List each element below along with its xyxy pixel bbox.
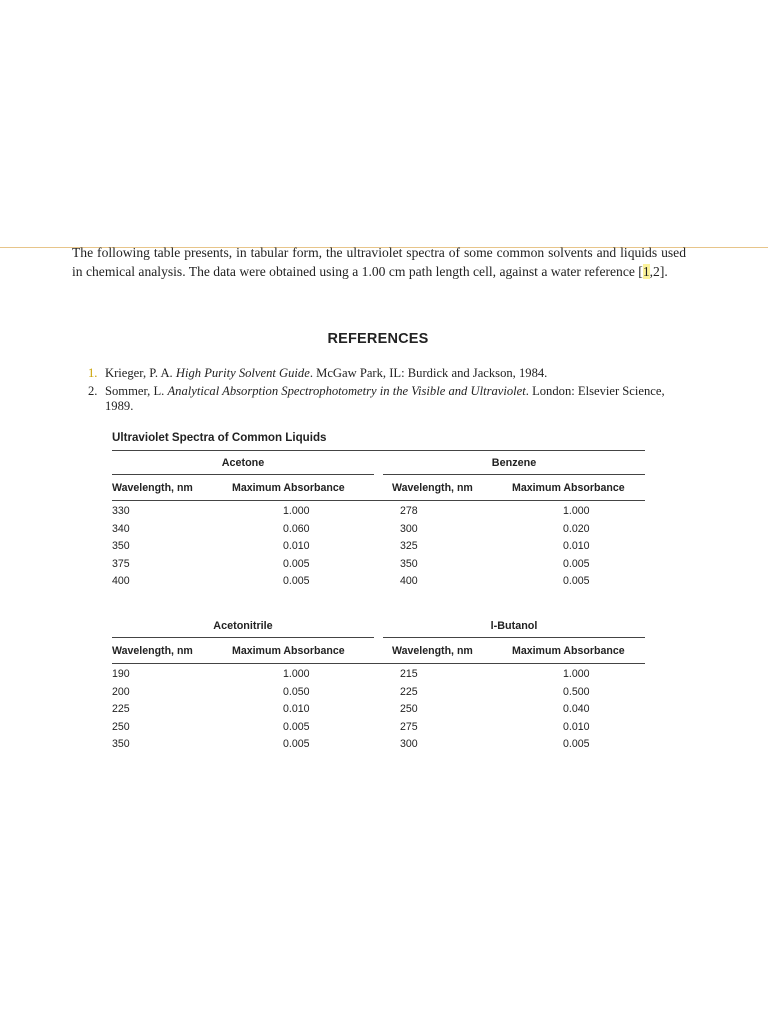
solvent-heading: l-Butanol xyxy=(490,620,538,632)
group-rule xyxy=(383,637,645,638)
reference-title: High Purity Solvent Guide xyxy=(175,366,310,380)
column-header-absorbance: Maximum Absorbance xyxy=(512,482,625,494)
table-row xyxy=(112,573,645,591)
references-list xyxy=(88,366,688,417)
wavelength-cell: 340 xyxy=(112,522,130,535)
absorbance-cell: 0.005 xyxy=(283,575,310,588)
absorbance-cell: 0.005 xyxy=(563,575,590,588)
solvent-heading: Benzene xyxy=(491,457,537,469)
table-row xyxy=(112,521,645,539)
group-rule xyxy=(112,637,374,638)
absorbance-cell: 1.000 xyxy=(563,505,590,517)
reference-number[interactable]: 1. xyxy=(88,366,98,380)
table-row xyxy=(112,684,645,702)
intro-text: The following table presents, in tabular form, the ultraviolet spectra of some common solvents and liquids used in chemical analysis. The data were obtained using a 1.00 cm path length cell, against a water reference [ xyxy=(72,245,686,279)
wavelength-cell: 375 xyxy=(112,557,130,570)
wavelength-cell: 300 xyxy=(400,522,418,535)
table-row xyxy=(112,666,645,684)
absorbance-cell: 0.005 xyxy=(563,738,590,751)
absorbance-cell: 1.000 xyxy=(563,668,590,680)
table-row xyxy=(112,736,645,754)
wavelength-cell: 225 xyxy=(112,703,130,716)
reference-link-1[interactable]: 1 xyxy=(642,263,650,279)
reference-author: Krieger, P. A. xyxy=(105,366,176,380)
wavelength-cell: 215 xyxy=(400,668,418,680)
absorbance-cell: 1.000 xyxy=(283,505,310,517)
column-header-wavelength: Wavelength, nm xyxy=(112,645,193,657)
absorbance-cell: 0.005 xyxy=(283,738,310,751)
references-heading: REFERENCES xyxy=(327,331,429,347)
wavelength-cell: 200 xyxy=(112,685,130,698)
wavelength-cell: 278 xyxy=(400,505,418,517)
wavelength-cell: 350 xyxy=(112,738,130,751)
header-rule xyxy=(112,663,645,664)
group-rule xyxy=(112,474,374,475)
reference-author: Sommer, L. xyxy=(105,384,168,398)
table-title: Ultraviolet Spectra of Common Liquids xyxy=(112,431,327,444)
absorbance-cell: 0.010 xyxy=(563,720,590,733)
reference-item xyxy=(88,384,688,414)
absorbance-cell: 0.005 xyxy=(563,557,590,570)
wavelength-cell: 400 xyxy=(400,575,418,588)
column-header-absorbance: Maximum Absorbance xyxy=(512,645,625,657)
solvent-heading: Acetone xyxy=(221,457,265,469)
absorbance-cell: 0.050 xyxy=(283,685,310,698)
intro-text-end: ,2]. xyxy=(649,263,668,279)
absorbance-cell: 0.010 xyxy=(283,703,310,716)
wavelength-cell: 300 xyxy=(400,738,418,751)
wavelength-cell: 275 xyxy=(400,720,418,733)
table-top-rule xyxy=(112,450,645,451)
reference-publisher: . London: Elsevier Science, 1989. xyxy=(105,384,665,413)
column-header-wavelength: Wavelength, nm xyxy=(392,482,473,494)
column-header-absorbance: Maximum Absorbance xyxy=(232,482,345,494)
absorbance-cell: 0.005 xyxy=(283,720,310,733)
reference-item xyxy=(88,366,688,381)
table-row xyxy=(112,503,645,521)
reference-title: Analytical Absorption Spectrophotometry in the Visible and Ultraviolet xyxy=(167,384,526,398)
absorbance-cell: 0.040 xyxy=(563,703,590,716)
wavelength-cell: 400 xyxy=(112,575,130,588)
table-body xyxy=(112,503,645,591)
header-rule xyxy=(112,500,645,501)
table-body xyxy=(112,666,645,754)
column-header-wavelength: Wavelength, nm xyxy=(392,645,473,657)
intro-paragraph xyxy=(72,244,686,281)
wavelength-cell: 350 xyxy=(112,540,130,553)
absorbance-cell: 0.060 xyxy=(283,522,310,535)
absorbance-cell: 0.005 xyxy=(283,557,310,570)
wavelength-cell: 330 xyxy=(112,505,130,517)
wavelength-cell: 325 xyxy=(400,540,418,553)
absorbance-cell: 0.010 xyxy=(563,540,590,553)
table-row xyxy=(112,719,645,737)
reference-number: 2. xyxy=(88,384,98,398)
wavelength-cell: 225 xyxy=(400,685,418,698)
wavelength-cell: 250 xyxy=(112,720,130,733)
table-row xyxy=(112,701,645,719)
absorbance-cell: 0.500 xyxy=(563,685,590,698)
wavelength-cell: 250 xyxy=(400,703,418,716)
column-header-absorbance: Maximum Absorbance xyxy=(232,645,345,657)
table-row xyxy=(112,556,645,574)
absorbance-cell: 0.020 xyxy=(563,522,590,535)
table-row xyxy=(112,538,645,556)
group-rule xyxy=(383,474,645,475)
solvent-heading: Acetonitrile xyxy=(213,620,273,632)
wavelength-cell: 350 xyxy=(400,557,418,570)
reference-publisher: . McGaw Park, IL: Burdick and Jackson, 1984. xyxy=(309,366,548,380)
column-header-wavelength: Wavelength, nm xyxy=(112,482,193,494)
absorbance-cell: 1.000 xyxy=(283,668,310,680)
absorbance-cell: 0.010 xyxy=(283,540,310,553)
wavelength-cell: 190 xyxy=(112,668,130,680)
